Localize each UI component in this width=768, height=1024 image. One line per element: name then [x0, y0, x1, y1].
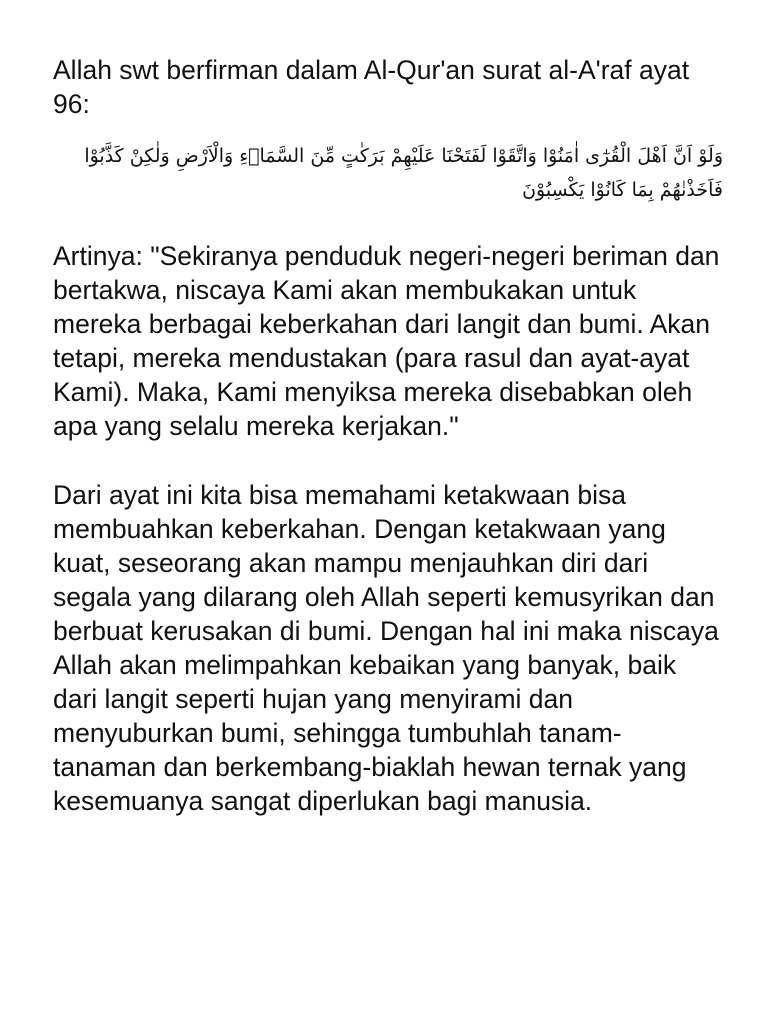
explanation-paragraph: Dari ayat ini kita bisa memahami ketakwaan bisa membuahkan keberkahan. Dengan ketakwaan yang kuat, seseorang akan mampu menjauhkan diri dari segala yang dilarang oleh Allah seperti kemusyrikan dan berbuat kerusakan di bumi. Dengan hal ini maka niscaya Allah akan melimpahkan kebaikan yang banyak, baik dari langit seperti hujan yang menyirami dan menyuburkan bumi, sehingga tumbuhlah tanam-tanaman dan berkembang-biaklah hewan ternak yang kesemuanya sangat diperlukan bagi manusia. — [53, 480, 719, 816]
arabic-verse: وَلَوْ اَنَّ اَهْلَ الْقُرٰٓى اٰمَنُوْا وَاتَّقَوْا لَفَتَحْنَا عَلَيْهِمْ بَرَكٰتٍ مِّنَ السَّمَاۤءِ وَالْاَرْضِ وَلٰكِنْ كَذَّبُوْا فَاَخَذْنٰهُمْ بِمَا كَانُوْا يَكْسِبُوْنَ — [84, 145, 723, 201]
translation-paragraph: Artinya: "Sekiranya penduduk negeri-negeri beriman dan bertakwa, niscaya Kami akan membukakan untuk mereka berbagai keberkahan dari langit dan bumi. Akan tetapi, mereka mendustakan (para rasul dan ayat-ayat Kami). Maka, Kami menyiksa mereka disebabkan oleh apa yang selalu mereka kerjakan." — [53, 241, 720, 441]
intro-paragraph: Allah swt berfirman dalam Al-Qur'an surat al-A'raf ayat 96: — [53, 55, 690, 119]
document-page — [53, 53, 723, 818]
